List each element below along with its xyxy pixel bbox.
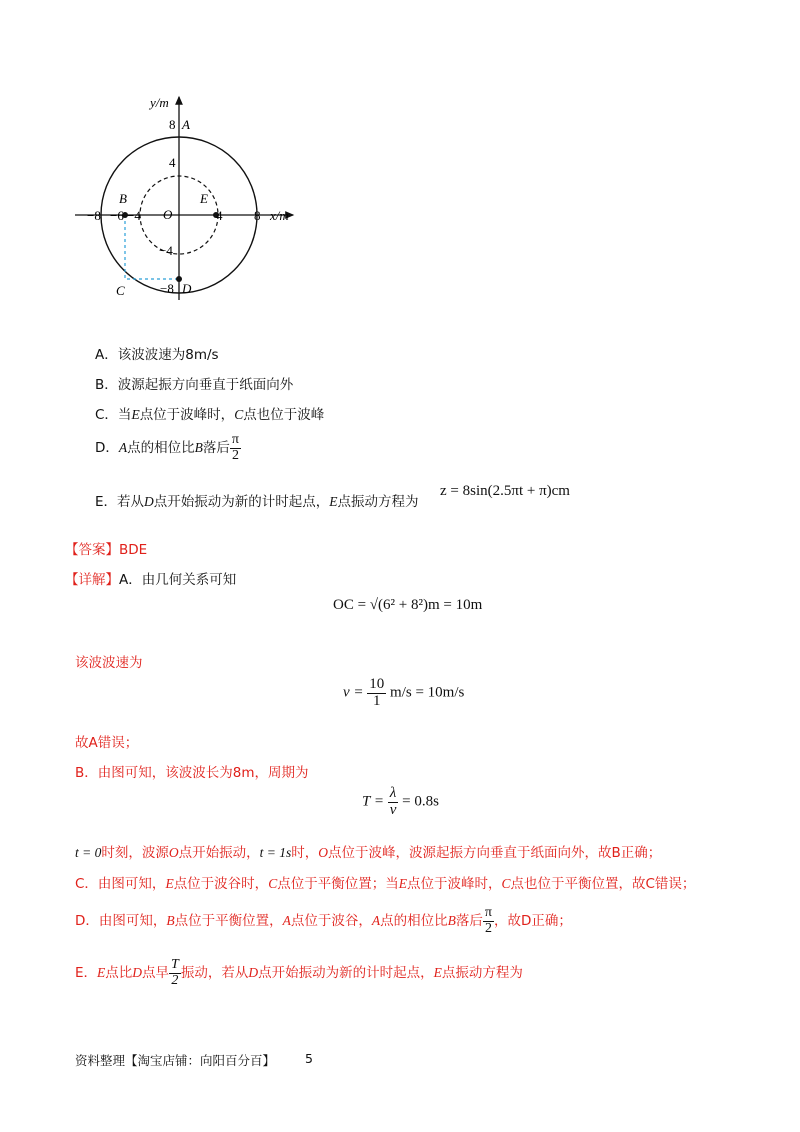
label-a: A <box>182 117 190 132</box>
tick-x-neg8: −8 <box>87 208 101 223</box>
tick-y-neg8: −8 <box>160 281 174 296</box>
label-b: B <box>119 191 127 206</box>
label-e: E <box>200 191 208 206</box>
option-c: C．当E点位于波峰时，C点也位于波峰 <box>95 407 325 423</box>
label-c: C <box>116 283 125 298</box>
label-o: O <box>163 207 173 222</box>
detail-line-8: E．E点比D点早 $\frac{T}{2}$ 振动，若从D点开始振动为新的计时起点，E点振动方程为 <box>75 957 523 988</box>
tick-x-8: 8 <box>254 208 261 223</box>
y-axis-label: y/m <box>150 95 169 110</box>
footer-source: 资料整理【淘宝店铺：向阳百分百】 <box>75 1053 276 1068</box>
tick-y-neg4: −4 <box>159 243 173 258</box>
option-d: D．A点的相位比B落后 $\frac{\pi}{2}$ <box>95 432 239 463</box>
tick-x-neg6: −6 <box>110 208 124 223</box>
answer-line: 【答案】BDE <box>65 542 148 558</box>
detail-line-1: 【详解】A．由几何关系可知 <box>65 572 237 588</box>
detail-line-5: t = 0时刻，波源O点开始振动，t = 1s时，O点位于波峰，波源起振方向垂直于纸面向外，故B正确； <box>75 845 662 861</box>
option-e: E．若从D点开始振动为新的计时起点，E点振动方程为 <box>95 494 419 510</box>
option-b: B．波源起振方向垂直于纸面向外 <box>95 377 294 393</box>
x-axis-label: x/m <box>270 208 289 223</box>
detail-line-3: 故A错误； <box>75 735 139 751</box>
page-number: 5 <box>305 1051 313 1066</box>
detail-line-7: D．由图可知，B点位于平衡位置，A点位于波谷，A点的相位比B落后 $\frac{\pi}{2}$ ，故D正确； <box>75 905 572 936</box>
equation-v: v = $\frac{10}{1}$ m/s = 10m/s <box>343 676 465 709</box>
option-e-equation: z = 8sin(2.5πt + π)cm <box>440 483 570 499</box>
tick-y-8: 8 <box>169 117 176 132</box>
detail-line-6: C．由图可知，E点位于波谷时，C点位于平衡位置；当E点位于波峰时，C点也位于平衡位置，故C错误； <box>75 876 696 892</box>
equation-t: T = $\frac{\lambda}{v}$ = 0.8s <box>362 785 439 818</box>
detail-line-2: 该波波速为 <box>75 655 143 671</box>
tick-x-neg4: −4 <box>127 208 141 223</box>
tick-x-4: 4 <box>216 208 223 223</box>
label-d: D <box>182 281 192 296</box>
equation-oc: OC = √(6² + 8²)m = 10m <box>333 597 483 613</box>
tick-y-4: 4 <box>169 155 176 170</box>
option-a: A．该波波速为8m/s <box>95 347 219 363</box>
wave-diagram <box>60 85 320 310</box>
detail-line-4: B．由图可知，该波波长为8m，周期为 <box>75 765 309 781</box>
